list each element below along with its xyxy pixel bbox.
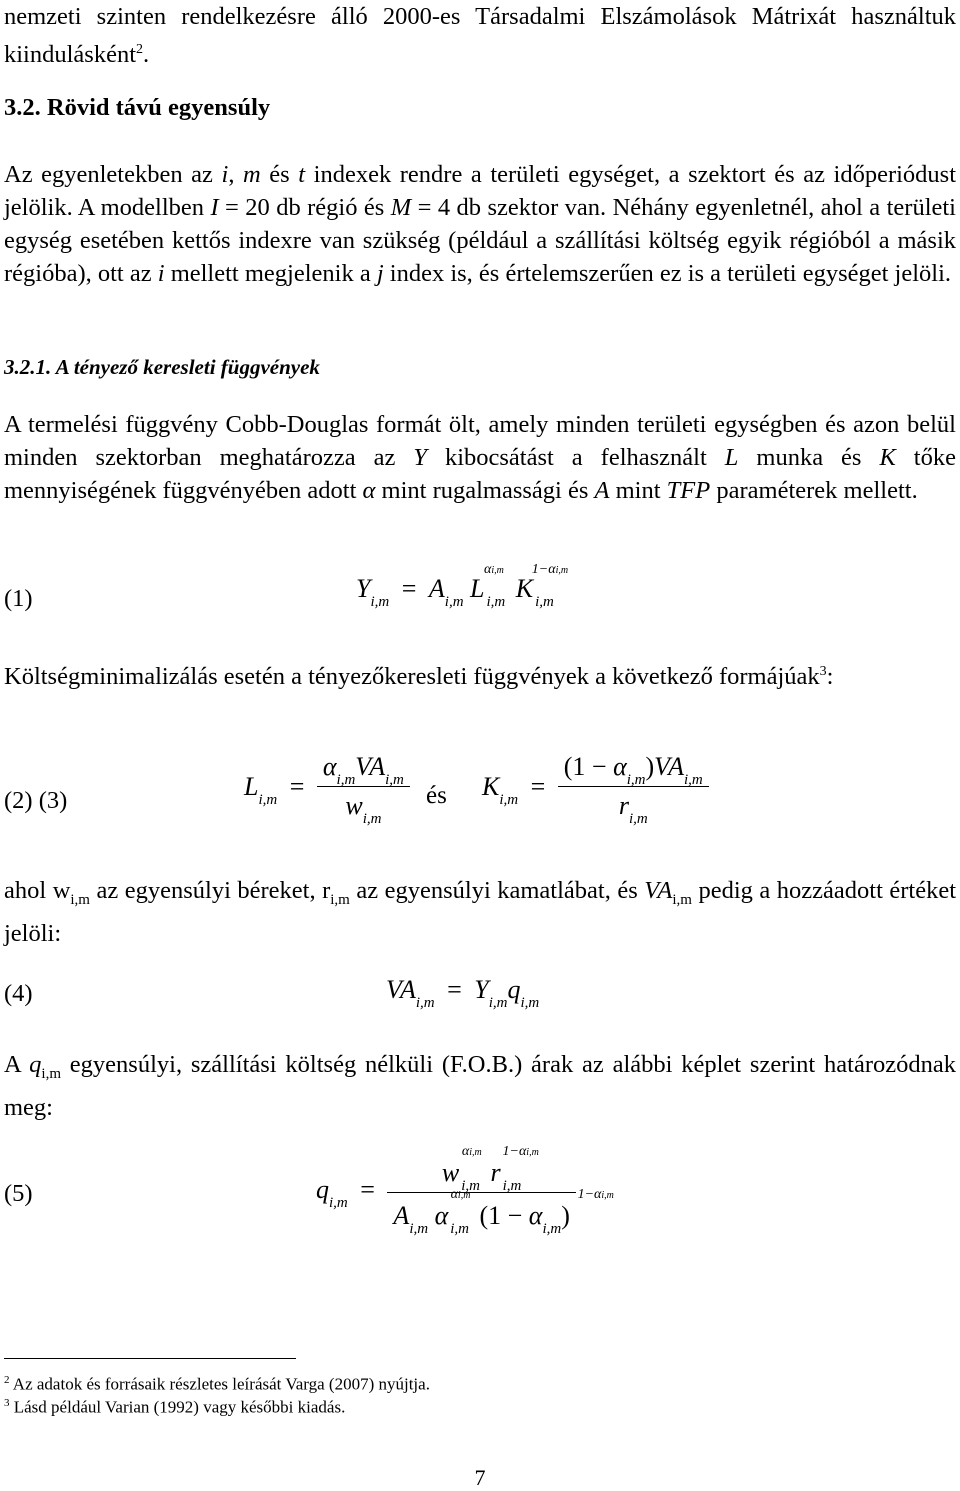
eq4-q: q: [507, 975, 521, 1004]
exp-sub: i,m: [457, 1190, 471, 1201]
subsection-number: 3.2.1.: [4, 355, 52, 379]
w: w: [345, 791, 363, 820]
one-minus: (1 −: [563, 752, 614, 781]
equation-number-5: (5): [4, 1180, 33, 1207]
eq1-Y: Y: [356, 574, 371, 603]
eq5-fraction: [387, 1144, 614, 1237]
text: :: [826, 663, 834, 691]
var-TFP: TFP: [666, 477, 711, 504]
equation-number-2-3: (2) (3): [4, 787, 68, 814]
sub: i,m: [70, 891, 90, 908]
var-alpha: α: [362, 477, 376, 504]
equation-5: [316, 1144, 614, 1237]
eq2-fraction: [317, 752, 410, 827]
text: Az egyenletekben az: [4, 161, 222, 188]
section-heading: 3.2. Rövid távú egyensúly: [4, 94, 271, 121]
where-paragraph: [4, 874, 956, 950]
text: tőke mennyiségének függvényében adott: [4, 444, 956, 504]
text: Költségminimalizálás esetén a tényezőkeresleti függvények a következő formájúak: [4, 663, 820, 691]
cost-min-paragraph: [4, 655, 956, 693]
var-r: r: [322, 877, 331, 904]
sub: i,m: [330, 891, 350, 908]
A: A: [393, 1201, 410, 1230]
alpha: α: [548, 562, 556, 577]
VA: VA: [654, 752, 685, 781]
footnote-text: Lásd például Varian (1992) vagy későbbi kiadás.: [9, 1397, 346, 1417]
eq1-sub: i,m: [444, 594, 464, 610]
var-VA: VA: [644, 877, 673, 904]
sub: i,m: [628, 811, 648, 827]
var-A: A: [594, 477, 610, 504]
conjunction-es: és: [426, 782, 447, 809]
eq1-K-exponent: [532, 562, 568, 578]
eq1-A: A: [428, 574, 445, 603]
footnote-text: Az adatok és forrásaik részletes leírását Varga (2007) nyújtja.: [9, 1374, 430, 1394]
footnote-3: [4, 1397, 345, 1418]
text: A termelési függvény Cobb-Douglas formát ölt, amely minden területi egységben és azon belül minden szektorban meghatározza az: [4, 411, 956, 471]
one-minus: 1−: [531, 562, 549, 577]
var-q: q: [29, 1051, 42, 1078]
text: paraméterek mellett.: [710, 477, 918, 504]
footnote-2: [4, 1374, 430, 1395]
exp-sub: i,m: [555, 565, 569, 576]
text: és: [260, 161, 299, 188]
eq5-equals: =: [360, 1174, 375, 1204]
eq5-numerator: [387, 1144, 575, 1194]
eq4-equals: =: [447, 975, 462, 1004]
one-minus-alpha: 1−α: [502, 1144, 527, 1159]
var-i: i: [221, 161, 229, 188]
sub: i,m: [362, 811, 382, 827]
exp-sub: i,m: [469, 1147, 482, 1158]
one-minus: (1 −: [479, 1201, 529, 1230]
sub: i,m: [684, 772, 703, 788]
exp-sub: i,m: [526, 1147, 539, 1158]
eq2-equals: =: [289, 771, 305, 801]
sub: i,m: [626, 772, 646, 788]
alpha: α: [484, 562, 492, 577]
equation-3: [482, 752, 709, 827]
eq5-q: q: [316, 1174, 329, 1204]
eq4-VA: VA: [386, 975, 416, 1004]
eq1-sub: i,m: [486, 594, 506, 610]
r-exponent: [503, 1144, 539, 1160]
var-L: L: [724, 444, 739, 471]
eq3-denominator: [558, 786, 709, 827]
alpha: α: [528, 1201, 543, 1230]
sub: i,m: [450, 1221, 469, 1237]
eq3-K: K: [482, 771, 500, 801]
exp-sub: i,m: [601, 1190, 614, 1201]
text: = 20 db régió és: [218, 194, 391, 221]
sub: i,m: [461, 1178, 480, 1194]
eq2-denominator: [317, 786, 410, 827]
paren-exponent: [578, 1187, 614, 1203]
text: index is, és értelemszerűen ez is a területi egységet jelöli.: [383, 260, 952, 287]
footnote-mark: 2: [4, 1374, 10, 1386]
sub: i,m: [329, 1194, 348, 1211]
alpha: α: [434, 1201, 449, 1230]
eq1-L: L: [470, 574, 485, 603]
sub: i,m: [385, 772, 404, 788]
text: az egyensúlyi kamatlábat, és: [349, 877, 645, 904]
text: A: [4, 1051, 30, 1078]
alpha: α: [613, 752, 627, 781]
equation-1: [356, 562, 569, 624]
alpha: α: [461, 1144, 470, 1159]
eq3-sub: i,m: [499, 791, 519, 808]
text: pedig a hozzáadott értéket jelöli:: [4, 877, 957, 947]
var-w: w: [52, 877, 71, 904]
close-paren: ): [561, 1201, 570, 1230]
footnote-separator: [4, 1358, 296, 1359]
eq1-sub: i,m: [370, 594, 390, 610]
footnote-ref-3[interactable]: 3: [819, 664, 827, 679]
eq1-equals: =: [401, 574, 417, 603]
equation-number-1: (1): [4, 585, 33, 612]
var-j: j: [376, 260, 384, 287]
var-M: M: [390, 194, 412, 221]
text: mint: [609, 477, 667, 504]
footnote-mark: 3: [4, 1397, 10, 1409]
sub: i,m: [520, 995, 540, 1011]
indices-paragraph: [4, 158, 956, 290]
text: egyensúlyi, szállítási költség nélküli (F.O.B.) árak az alábbi képlet szerint határozódnak meg:: [4, 1051, 956, 1121]
eq1-L-exponent: [484, 562, 504, 578]
var-i: i: [157, 260, 165, 287]
subsection-title: A tényező keresleti függvények: [51, 355, 320, 379]
var-t: t: [298, 161, 306, 188]
alpha: α: [322, 752, 337, 781]
eq3-numerator: [558, 752, 709, 786]
alpha: α: [450, 1187, 458, 1202]
sub: i,m: [542, 1221, 562, 1237]
text: az egyensúlyi béreket,: [89, 877, 323, 904]
eq3-fraction: [558, 752, 709, 827]
equation-4: [386, 975, 540, 1011]
intro-text: nemzeti szinten rendelkezésre álló 2000-es Társadalmi Elszámolások Mátrixát használtuk kiindulásként: [4, 3, 956, 69]
text: = 4 db szektor van. Néhány egyenletnél, ahol a területi egység esetében kettős indexre van szükség (például a szállítási költség egyik régióból a másik régióba), ott az: [4, 194, 956, 287]
subsection-heading: [4, 355, 320, 380]
intro-end: .: [143, 41, 150, 69]
text: ,: [228, 161, 244, 188]
sub: i,m: [415, 995, 435, 1011]
intro-paragraph: [4, 0, 956, 71]
r: r: [490, 1158, 501, 1187]
eq2-numerator: [317, 752, 410, 786]
text: mint rugalmassági és: [375, 477, 595, 504]
sub: i,m: [336, 772, 356, 788]
var-I: I: [210, 194, 219, 221]
one-minus-alpha: 1−α: [577, 1187, 602, 1202]
sub: i,m: [41, 1065, 61, 1082]
page-number: 7: [474, 1465, 486, 1490]
text: indexek rendre a területi egységet, a szektort és az időperiódust jelölik. A modellben: [4, 161, 957, 221]
text: munka és: [738, 444, 880, 471]
exp-sub: i,m: [491, 565, 504, 576]
VA: VA: [355, 752, 386, 781]
var-Y: Y: [413, 444, 427, 471]
var-K: K: [879, 444, 896, 471]
close-paren: ): [645, 752, 655, 781]
equation-2: [244, 752, 410, 827]
eq4-Y: Y: [474, 975, 489, 1004]
footnote-ref-2[interactable]: 2: [136, 42, 144, 57]
eq3-equals: =: [530, 771, 546, 801]
sub: i,m: [488, 995, 508, 1011]
eq2-L: L: [244, 771, 259, 801]
w-exponent: [462, 1144, 482, 1160]
var-m: m: [243, 161, 261, 188]
sub: i,m: [672, 891, 692, 908]
sub: i,m: [409, 1221, 429, 1237]
alpha-exponent: [451, 1187, 471, 1203]
q-paragraph: [4, 1048, 956, 1124]
text: kibocsátást a felhasznált: [426, 444, 725, 471]
w: w: [441, 1158, 460, 1187]
equation-number-4: (4): [4, 980, 33, 1007]
text: mellett megjelenik a: [164, 260, 377, 287]
eq1-K: K: [515, 574, 534, 603]
sub: i,m: [502, 1178, 522, 1194]
cobb-douglas-paragraph: [4, 408, 956, 507]
eq5-denominator: [387, 1187, 614, 1237]
eq2-sub: i,m: [258, 791, 278, 808]
eq1-sub: i,m: [535, 594, 554, 610]
text: ahol: [4, 877, 53, 904]
r: r: [618, 791, 629, 820]
